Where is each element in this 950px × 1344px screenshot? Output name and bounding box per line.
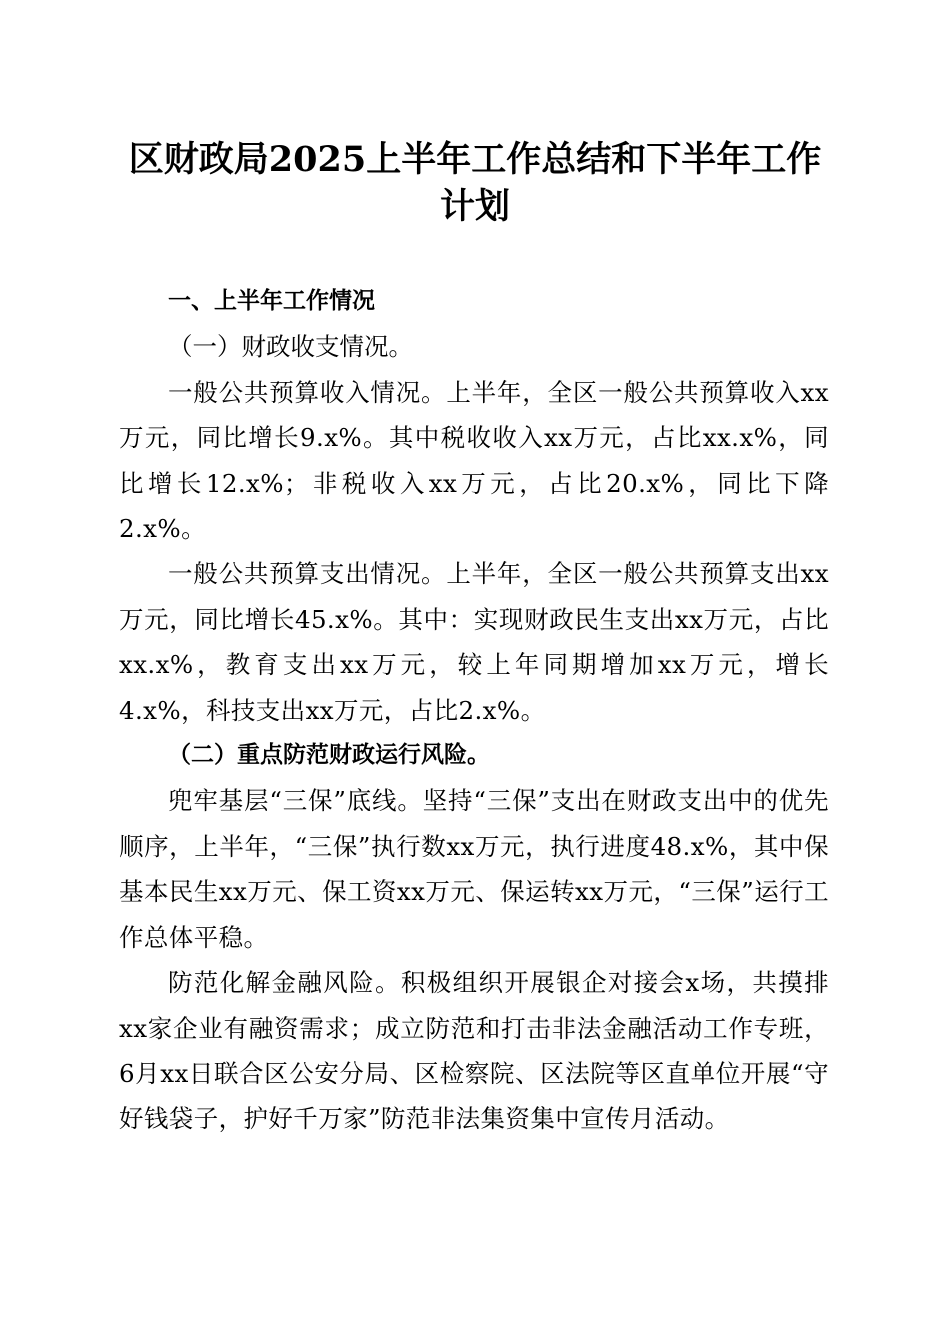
subsection-heading-1: （一）财政收支情况。 <box>168 332 413 362</box>
document-body <box>119 279 829 1142</box>
section-heading-1: 一、上半年工作情况 <box>168 288 375 314</box>
paragraph: 一般公共预算收入情况。上半年，全区一般公共预算收入xx万元，同比增长9.x%。其中税收收入xx万元，占比xx.x%，同比增长12.x%；非税收入xx万元，占比20.x%，同比下降2.x%。 <box>119 377 829 544</box>
paragraph: 一般公共预算支出情况。上半年，全区一般公共预算支出xx万元，同比增长45.x%。其中：实现财政民生支出xx万元，占比xx.x%，教育支出xx万元，较上年同期增加xx万元，增长4.x%，科技支出xx万元，占比2.x%。 <box>119 559 829 725</box>
paragraph: 兜牢基层“三保”底线。坚持“三保”支出在财政支出中的优先顺序，上半年，“三保”执行数xx万元，执行进度48.x%，其中保基本民生xx万元、保工资xx万元、保运转xx万元，“三保”运行工作总体平稳。 <box>119 786 829 952</box>
document-title-line1: 区财政局2025上半年工作总结和下半年工作 <box>128 139 822 180</box>
paragraph: 防范化解金融风险。积极组织开展银企对接会x场，共摸排xx家企业有融资需求；成立防范和打击非法金融活动工作专班，6月xx日联合区公安分局、区检察院、区法院等区直单位开展“守好钱袋子，护好千万家”防范非法集资集中宣传月活动。 <box>119 968 829 1134</box>
subsection-heading-2: （二）重点防范财政运行风险。 <box>168 742 490 769</box>
document-title-line2: 计划 <box>439 186 510 227</box>
